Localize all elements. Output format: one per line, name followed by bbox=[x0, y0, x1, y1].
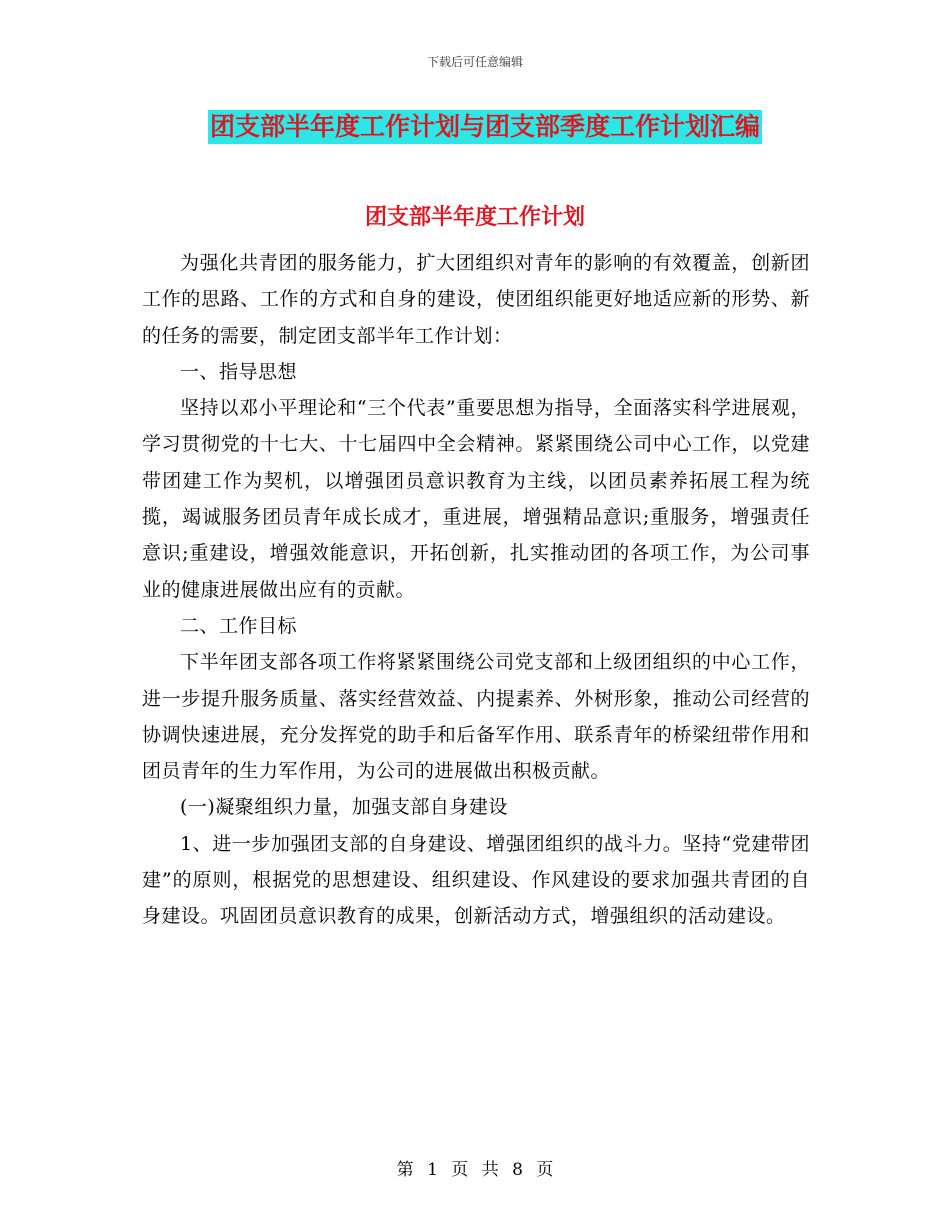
footer-page-number: 1 bbox=[427, 1160, 438, 1180]
paragraph-work-goals: 下半年团支部各项工作将紧紧围绕公司党支部和上级团组织的中心工作，进一步提升服务质量、落实经营效益、内提素养、外树形象，推动公司经营的协调快速进展，充分发挥党的助手和后备军作用、联系青年的桥梁纽带作用和团员青年的生力军作用，为公司的进展做出积极贡献。 bbox=[142, 651, 810, 783]
paragraph-guiding-ideology: 坚持以邓小平理论和“三个代表”重要思想为指导，全面落实科学进展观，学习贯彻党的十七大、十七届四中全会精神。紧紧围绕公司中心工作，以党建带团建工作为契机，以增强团员意识教育为主线，以团员素养拓展工程为统揽，竭诚服务团员青年成长成才，重进展，增强精品意识;重服务，增强责任意识;重建设，增强效能意识，开拓创新，扎实推动团的各项工作，为公司事业的健康进展做出应有的贡献。 bbox=[142, 397, 810, 601]
paragraph-item-1: 1、进一步加强团支部的自身建设、增强团组织的战斗力。坚持“党建带团建”的原则，根据党的思想建设、组织建设、作风建设的要求加强共青团的自身建设。巩固团员意识教育的成果，创新活动方式，增强组织的活动建设。 bbox=[142, 832, 810, 928]
subheading-organization: (一)凝聚组织力量，加强支部自身建设 bbox=[180, 796, 508, 819]
document-body bbox=[142, 245, 810, 935]
heading-guiding-ideology: 一、指导思想 bbox=[180, 360, 298, 383]
page-footer bbox=[0, 1155, 950, 1180]
section-title: 团支部半年度工作计划 bbox=[364, 204, 585, 230]
header-note: 下载后可任意编辑 bbox=[426, 55, 523, 69]
paragraph-intro: 为强化共青团的服务能力，扩大团组织对青年的影响的有效覆盖，创新团工作的思路、工作的方式和自身的建设，使团组织能更好地适应新的形势、新的任务的需要，制定团支部半年工作计划： bbox=[142, 252, 810, 347]
footer-suffix: 页 bbox=[536, 1160, 554, 1180]
heading-work-goals: 二、工作目标 bbox=[180, 614, 298, 637]
footer-prefix: 第 bbox=[396, 1160, 414, 1180]
footer-mid2: 共 bbox=[481, 1160, 499, 1180]
footer-mid1: 页 bbox=[451, 1160, 469, 1180]
footer-total-pages: 8 bbox=[512, 1160, 523, 1180]
document-title: 团支部半年度工作计划与团支部季度工作计划汇编 bbox=[208, 110, 762, 144]
